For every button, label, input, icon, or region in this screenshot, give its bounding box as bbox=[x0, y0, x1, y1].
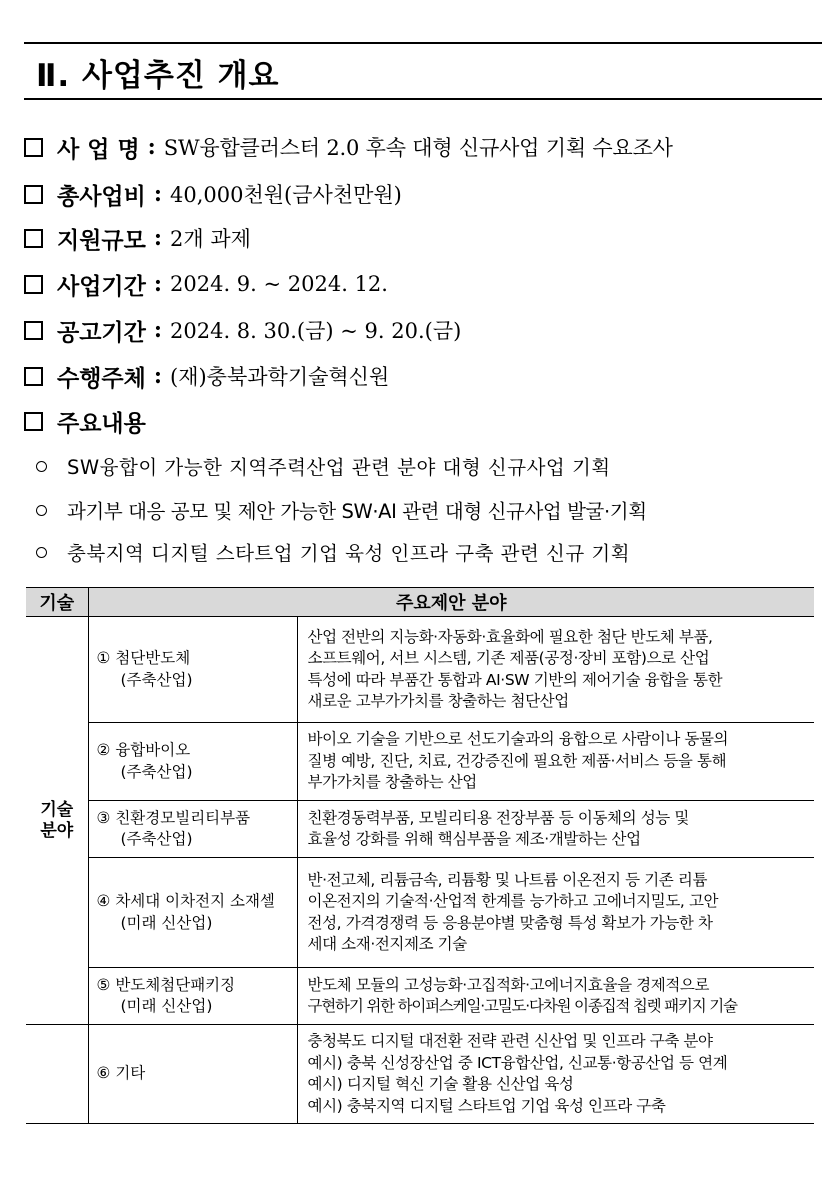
description-line: 바이오 기술을 기반으로 선도기술과의 융합으로 사람이나 동물의 bbox=[307, 730, 729, 749]
content-bullet-item bbox=[36, 447, 611, 485]
field-name: ⑤ 반도체첨단패키징 bbox=[96, 975, 236, 994]
field-cell bbox=[88, 968, 297, 1025]
field-cell bbox=[88, 1025, 297, 1124]
checkbox-icon bbox=[24, 229, 43, 248]
table-row bbox=[26, 968, 814, 1025]
info-value: 2개 과제 bbox=[170, 227, 251, 251]
checkbox-icon bbox=[24, 185, 43, 204]
content-bullet-item bbox=[36, 533, 630, 571]
field-cell bbox=[88, 858, 297, 968]
info-item-main-content bbox=[24, 401, 146, 441]
table-row bbox=[26, 801, 814, 858]
description-line: 새로운 고부가가치를 창출하는 첨단산업 bbox=[307, 692, 569, 710]
colon: : bbox=[153, 271, 162, 297]
category-label: 기술 bbox=[40, 799, 74, 820]
section-heading-bar bbox=[24, 42, 822, 100]
content-bullet-item bbox=[36, 491, 647, 529]
info-label: 수행주체 bbox=[57, 364, 146, 392]
field-type: (주축산업) bbox=[120, 762, 193, 781]
description-line: 예시) 충북지역 디지털 스타트업 기업 육성 인프라 구축 bbox=[307, 1096, 666, 1115]
field-name: ③ 친환경모빌리티부품 bbox=[96, 808, 251, 827]
description-cell bbox=[297, 968, 814, 1025]
content-bullet-text: SW융합이 가능한 지역주력산업 관련 분야 대형 신규사업 기획 bbox=[67, 456, 611, 479]
description-line: 특성에 따라 부품간 통합과 AI·SW 기반의 제어기술 융합을 통한 bbox=[307, 670, 723, 689]
info-value: (재)충북과학기술혁신원 bbox=[170, 365, 390, 389]
info-item-organizer bbox=[24, 356, 389, 396]
field-name: ⑥ 기타 bbox=[96, 1064, 146, 1083]
description-line: 질병 예방, 진단, 치료, 건강증진에 필요한 제품·서비스 등을 통해 bbox=[307, 751, 727, 770]
description-line: 부가가치를 창출하는 산업 bbox=[307, 773, 477, 792]
description-line: 친환경동력부품, 모빌리티용 전장부품 등 이동체의 성능 및 bbox=[307, 808, 689, 827]
description-line: 이온전지의 기술적·산업적 한계를 능가하고 고에너지밀도, 고안 bbox=[307, 892, 719, 910]
description-cell bbox=[297, 1025, 814, 1124]
info-value: 2024. 9. ~ 2024. 12. bbox=[170, 272, 388, 296]
proposal-field-table bbox=[26, 587, 814, 1124]
checkbox-icon bbox=[24, 138, 43, 157]
info-value: SW융합클러스터 2.0 후속 대형 신규사업 기획 수요조사 bbox=[163, 136, 673, 160]
description-line: 예시) 디지털 혁신 기술 활용 신산업 육성 bbox=[307, 1075, 574, 1093]
checkbox-icon bbox=[24, 412, 43, 431]
colon: : bbox=[153, 363, 162, 389]
table-header-row bbox=[26, 588, 814, 617]
category-cell bbox=[26, 617, 88, 1025]
table-row bbox=[26, 1025, 814, 1124]
table-row bbox=[26, 617, 814, 723]
description-line: 구현하기 위한 하이퍼스케일·고밀도·다차원 이종집적 칩렛 패키지 기술 bbox=[307, 997, 737, 1015]
field-type: (미래 신산업) bbox=[120, 913, 213, 932]
description-line: 세대 소재·전지제조 기술 bbox=[307, 935, 467, 953]
info-item-support-scale bbox=[24, 218, 251, 258]
description-line: 예시) 충북 신성장산업 중 ICT융합산업, 신교통·항공산업 등 연계 bbox=[307, 1053, 728, 1072]
table-header-tech: 기술 bbox=[26, 588, 88, 617]
field-type: (미래 신산업) bbox=[120, 997, 213, 1015]
colon: : bbox=[153, 181, 162, 207]
description-cell bbox=[297, 801, 814, 858]
table-row bbox=[26, 723, 814, 801]
description-line: 전성, 가격경쟁력 등 응용분야별 맞춤형 특성 확보가 가능한 차 bbox=[307, 913, 713, 932]
circle-bullet-icon bbox=[36, 505, 47, 516]
colon: : bbox=[153, 225, 162, 251]
checkbox-icon bbox=[24, 275, 43, 294]
field-cell bbox=[88, 617, 297, 723]
section-heading: Ⅱ. 사업추진 개요 bbox=[36, 58, 280, 94]
info-item-project-period bbox=[24, 264, 388, 304]
table-row bbox=[26, 858, 814, 968]
description-line: 효율성 강화를 위해 핵심부품을 제조·개발하는 산업 bbox=[307, 830, 641, 848]
description-cell bbox=[297, 858, 814, 968]
description-line: 충청북도 디지털 대전환 전략 관련 신산업 및 인프라 구축 분야 bbox=[307, 1032, 713, 1050]
field-type: (주축산업) bbox=[120, 670, 193, 689]
circle-bullet-icon bbox=[36, 461, 47, 472]
field-name: ② 융합바이오 bbox=[96, 741, 191, 759]
info-value: 40,000천원(금사천만원) bbox=[170, 183, 402, 207]
field-name: ④ 차세대 이차전지 소재셀 bbox=[96, 892, 275, 910]
colon: : bbox=[153, 317, 162, 343]
description-line: 산업 전반의 지능화·자동화·효율화에 필요한 첨단 반도체 부품, bbox=[307, 627, 713, 646]
checkbox-icon bbox=[24, 321, 43, 340]
info-label: 주요내용 bbox=[57, 409, 146, 437]
field-name: ① 첨단반도체 bbox=[96, 649, 191, 667]
info-item-project-name bbox=[24, 127, 673, 167]
content-bullet-text: 과기부 대응 공모 및 제안 가능한 SW·AI 관련 대형 신규사업 발굴·기획 bbox=[67, 500, 647, 523]
table-header-field: 주요제안 분야 bbox=[88, 588, 814, 617]
category-cell-empty bbox=[26, 1025, 88, 1124]
description-line: 반·전고체, 리튬금속, 리튬황 및 나트륨 이온전지 등 기존 리튬 bbox=[307, 870, 708, 889]
info-item-notice-period bbox=[24, 310, 461, 350]
info-item-budget bbox=[24, 174, 402, 214]
field-cell bbox=[88, 723, 297, 801]
description-line: 소프트웨어, 서브 시스템, 기존 제품(공정·장비 포함)으로 산업 bbox=[307, 649, 710, 667]
info-value: 2024. 8. 30.(금) ~ 9. 20.(금) bbox=[170, 319, 462, 343]
info-label: 총사업비 bbox=[57, 182, 146, 210]
description-cell bbox=[297, 617, 814, 723]
info-label: 공고기간 bbox=[57, 318, 146, 346]
info-label: 지원규모 bbox=[57, 226, 146, 254]
colon: : bbox=[147, 134, 156, 160]
checkbox-icon bbox=[24, 367, 43, 386]
category-label: 분야 bbox=[40, 820, 74, 841]
info-label: 사업기간 bbox=[57, 272, 146, 300]
description-line: 반도체 모듈의 고성능화·고집적화·고에너지효율을 경제적으로 bbox=[307, 975, 710, 994]
info-label: 사 업 명 bbox=[57, 135, 140, 163]
content-bullet-text: 충북지역 디지털 스타트업 기업 육성 인프라 구축 관련 신규 기획 bbox=[67, 542, 631, 565]
field-type: (주축산업) bbox=[120, 830, 193, 848]
field-cell bbox=[88, 801, 297, 858]
description-cell bbox=[297, 723, 814, 801]
circle-bullet-icon bbox=[36, 547, 47, 558]
